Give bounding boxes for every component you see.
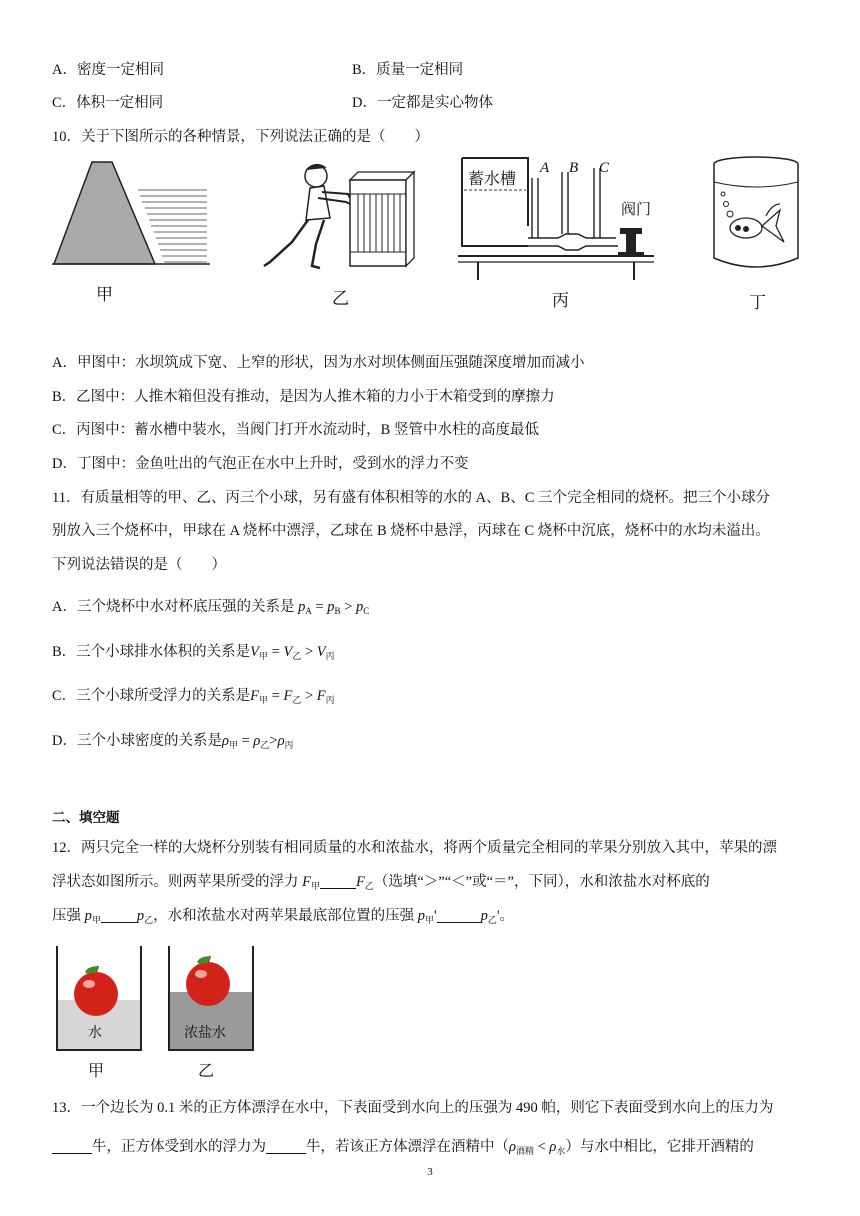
q11-option-a-text: A．三个烧杯中水对杯底压强的关系是 [52, 599, 295, 615]
sub-b: B [334, 606, 341, 616]
fig-label-jia-12: 甲 [88, 1061, 105, 1080]
sub-alcohol: 酒精 [515, 1146, 534, 1156]
fig-water-label: 水 [88, 1025, 102, 1041]
sub-bing: 丙 [284, 740, 294, 750]
blank-3[interactable] [437, 908, 481, 923]
sub-jia: 甲 [425, 915, 435, 925]
fig-label-bing: 丙 [552, 291, 569, 311]
sub-yi: 乙 [144, 915, 154, 925]
sub-bing: 丙 [325, 651, 335, 661]
fig-label-ding: 丁 [749, 293, 766, 313]
q10-option-b: B．乙图中：人推木箱但没有推动，是因为人推木箱的力小于木箱受到的摩擦力 [52, 389, 555, 405]
push-box-figure [258, 158, 418, 274]
q11-option-a: A．三个烧杯中水对杯底压强的关系是 $p_A = p_B > p_C$ [52, 599, 370, 616]
q9-option-a: A．密度一定相同 [52, 62, 164, 78]
q11-option-d: D．三个小球密度的关系是$\rho_甲 = \rho_乙>\rho_丙$ [52, 733, 294, 750]
q12-stem-line2: 浮状态如图所示。则两苹果所受的浮力 $F_甲$ $F_乙$（选填“＞”“＜”或“＝”，下同），水和浓盐水对杯底的 [52, 874, 710, 891]
fig-brine-label: 浓盐水 [184, 1025, 226, 1041]
q11-option-c: C．三个小球所受浮力的关系是$F_甲 = F_乙 > F_丙$ [52, 688, 335, 705]
tank-label: 蓄水槽 [468, 169, 517, 188]
sub-a: A [305, 606, 312, 616]
blank-2[interactable] [101, 908, 137, 923]
sub-bing: 丙 [325, 695, 335, 705]
sub-yi: 乙 [292, 695, 302, 705]
q12-line3-b: ，水和浓盐水对两苹果最底部位置的压强 [153, 908, 415, 924]
sub-yi: 乙 [487, 915, 497, 925]
q13-line1: 13．一个边长为 0.1 米的正方体漂浮在水中，下表面受到水向上的压强为 490 帕，则它下表面受到水向上的压力为 [52, 1100, 774, 1116]
q13-line2-c: ）与水中相比，它排开酒精的 [565, 1139, 754, 1155]
dam-figure [52, 160, 212, 270]
q11-option-d-text: D．三个小球密度的关系是 [52, 733, 222, 749]
blank-4[interactable] [52, 1139, 92, 1154]
q13-line2-b: 牛，若该正方体漂浮在酒精中（ [306, 1139, 509, 1155]
q10-option-d: D．丁图中：金鱼吐出的气泡正在水中上升时，受到水的浮力不变 [52, 456, 469, 472]
q9-option-d: D．一定都是实心物体 [352, 95, 493, 111]
sub-yi: 乙 [292, 651, 302, 661]
q13-line2: 牛，正方体受到水的浮力为 牛，若该正方体漂浮在酒精中$(\rho_{酒精} < \rho_水)$与水中相比，它排开酒精的 [52, 1137, 754, 1161]
q9-option-b: B．质量一定相同 [352, 62, 464, 78]
sub-c: C [363, 606, 370, 616]
q10-option-a: A．甲图中：水坝筑成下宽、上窄的形状，因为水对坝体侧面压强随深度增加而减小 [52, 355, 585, 371]
tube-label-b: B [569, 160, 579, 176]
apple-beakers-figure [52, 944, 262, 1056]
q11-option-b: B．三个小球排水体积的关系是$V_甲 = V_乙 > V_丙$ [52, 644, 335, 661]
sub-jia: 甲 [91, 915, 101, 925]
q11-option-c-text: C．三个小球所受浮力的关系是 [52, 688, 251, 704]
fig-label-yi: 乙 [332, 289, 349, 309]
q11-stem-line2: 别放入三个烧杯中，甲球在 A 烧杯中漂浮，乙球在 B 烧杯中悬浮，丙球在 C 烧杯中沉底，烧杯中的水均未溢出。 [52, 523, 770, 539]
q13-line2-a: 牛，正方体受到水的浮力为 [92, 1139, 266, 1155]
sub-yi: 乙 [260, 740, 270, 750]
valve-label: 阀门 [621, 200, 652, 218]
q12-stem-line3: 压强 $p_甲$ $p_乙$，水和浓盐水对两苹果最底部位置的压强 $p_甲'$ $p_乙'$。 [52, 908, 515, 925]
q11-option-b-text: B．三个小球排水体积的关系是 [52, 644, 251, 660]
q9-option-c: C．体积一定相同 [52, 95, 164, 111]
q12-line3-a: 压强 [52, 908, 81, 924]
blank-5[interactable] [266, 1139, 306, 1154]
blank-1[interactable] [320, 874, 356, 889]
sub-jia: 甲 [228, 740, 238, 750]
section-heading: 二、填空题 [52, 810, 120, 826]
sub-jia: 甲 [310, 881, 320, 891]
fig-label-yi-12: 乙 [198, 1061, 215, 1080]
tube-label-c: C [599, 160, 610, 176]
page-number: 3 [427, 1166, 433, 1178]
q10-stem: 10．关于下图所示的各种情景，下列说法正确的是（ ） [52, 129, 429, 145]
sub-water: 水 [556, 1146, 566, 1156]
fig-label-jia: 甲 [96, 285, 113, 305]
q12-line2-a: 浮状态如图所示。则两苹果所受的浮力 [52, 874, 299, 890]
q10-option-c: C．丙图中：蓄水槽中装水，当阀门打开水流动时，B 竖管中水柱的高度最低 [52, 422, 539, 438]
q11-stem-line1: 11．有质量相等的甲、乙、丙三个小球，另有盛有体积相等的水的 A、B、C 三个完全相同的烧杯。把三个小球分 [52, 490, 771, 506]
q12-line2-b: （选填“＞”“＜”或“＝”，下同），水和浓盐水对杯底的 [373, 874, 710, 890]
sub-yi: 乙 [364, 881, 374, 891]
sub-jia: 甲 [259, 695, 269, 705]
tube-label-a: A [540, 160, 550, 176]
q12-stem-line1: 12．两只完全一样的大烧杯分别装有相同质量的水和浓盐水，将两个质量完全相同的苹果分别放入其中，苹果的漂 [52, 840, 777, 856]
q11-stem-line3: 下列说法错误的是（ ） [52, 557, 226, 573]
fishbowl-figure [706, 154, 806, 274]
sub-jia: 甲 [259, 651, 269, 661]
